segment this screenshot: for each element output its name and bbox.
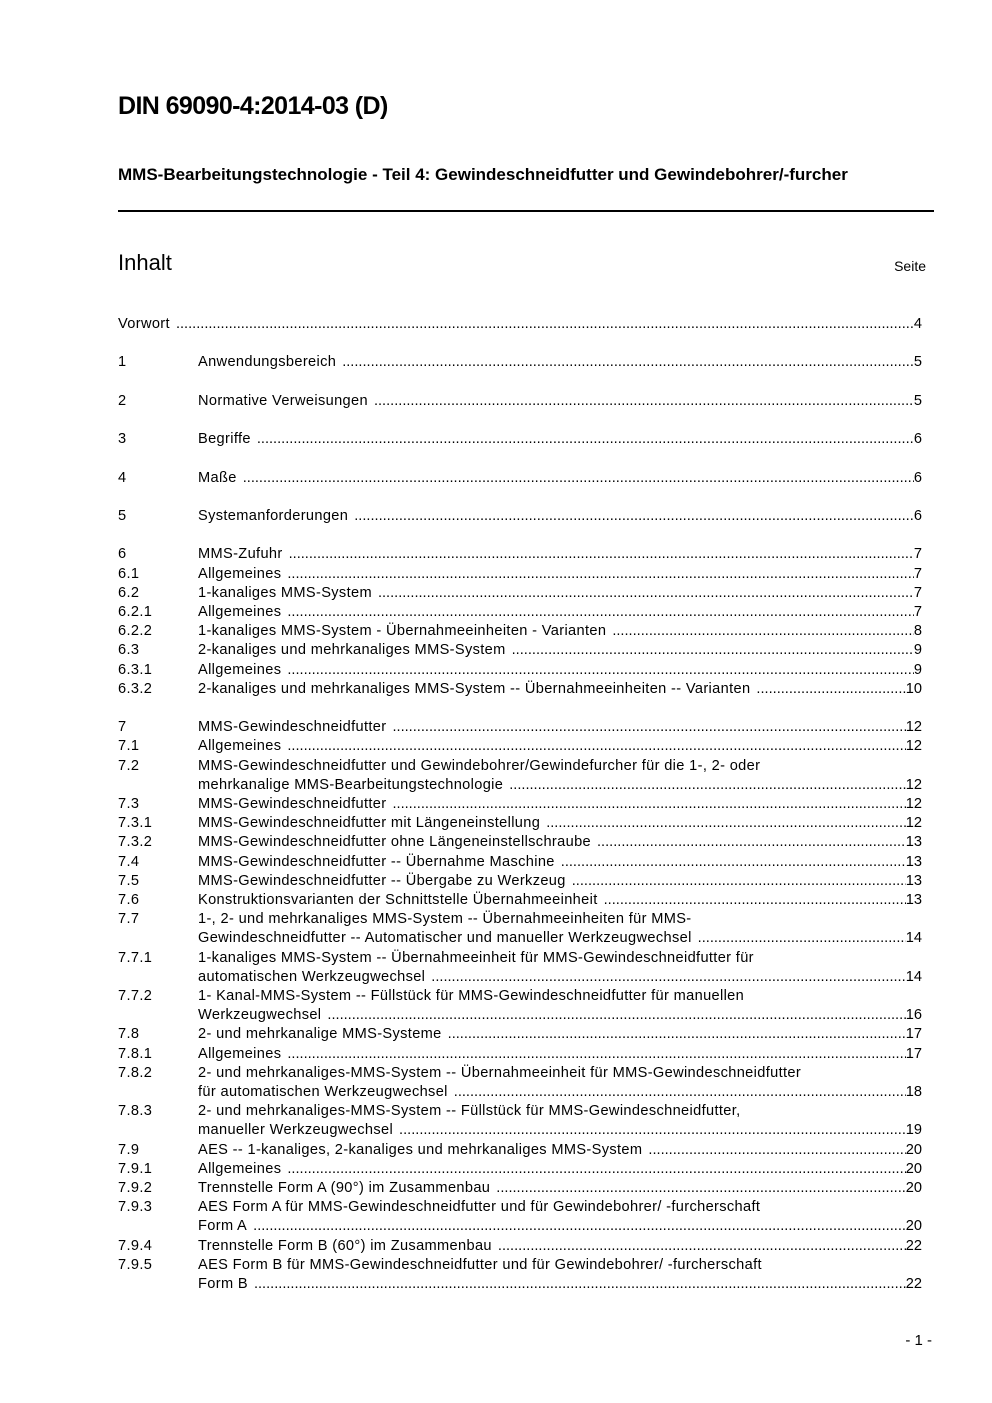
toc-entry[interactable] xyxy=(118,641,922,660)
toc-entry[interactable] xyxy=(118,1179,922,1198)
toc-dot-leader xyxy=(287,565,914,584)
toc-entry-number: 7.8.3 xyxy=(118,1103,153,1120)
toc-dot-leader xyxy=(257,430,914,449)
toc-entry-title: MMS-Gewindeschneidfutter ohne Längeneinstellschraube xyxy=(198,834,591,851)
toc-entry[interactable] xyxy=(118,814,922,833)
toc-entry-title: Anwendungsbereich xyxy=(198,354,337,371)
toc-entry-page: 20 xyxy=(905,1141,922,1158)
toc-entry-page: 7 xyxy=(913,603,922,620)
toc-entry[interactable] xyxy=(118,1198,922,1236)
toc-entry[interactable] xyxy=(118,1102,922,1140)
toc-dot-leader xyxy=(374,392,914,411)
toc-entry[interactable] xyxy=(118,718,922,737)
toc-entry-number: 7.3.2 xyxy=(118,834,153,851)
toc-entry-title-line: 1-, 2- und mehrkanaliges MMS-System -- Übernahmeeinheiten für MMS- xyxy=(198,911,692,928)
toc-entry-number: 7.9.5 xyxy=(118,1256,153,1273)
toc-entry-title: Allgemeines xyxy=(198,661,282,678)
toc-entry-title: 2-kanaliges und mehrkanaliges MMS-System -- Übernahmeeinheiten -- Varianten xyxy=(198,680,751,697)
toc-entry-number: 6.2 xyxy=(118,584,140,601)
toc-entry-title-line: 1- Kanal-MMS-System -- Füllstück für MMS-Gewindeschneidfutter für manuellen xyxy=(198,988,745,1004)
toc-dot-leader xyxy=(572,872,906,891)
toc-entry-number: 6.2.2 xyxy=(118,623,153,640)
toc-entry-page: 12 xyxy=(905,738,922,755)
toc-entry[interactable] xyxy=(118,507,922,526)
toc-entry-title: 1-kanaliges MMS-System xyxy=(198,584,372,601)
toc-entry[interactable] xyxy=(118,1141,922,1160)
toc-entry-page: 9 xyxy=(913,661,922,678)
toc-entry-page: 4 xyxy=(913,316,922,332)
toc-dot-leader xyxy=(698,929,906,948)
toc-entry-number: 7.9.1 xyxy=(118,1160,153,1177)
toc-entry-title: Maße xyxy=(198,469,237,486)
toc-dot-leader xyxy=(448,1025,906,1044)
toc-entry[interactable] xyxy=(118,565,922,584)
toc-entry-title: Normative Verweisungen xyxy=(198,392,368,409)
page-number: - 1 - xyxy=(905,1332,932,1349)
toc-page-column-label: Seite xyxy=(894,258,926,274)
toc-dot-leader xyxy=(392,795,905,814)
toc-entry-number: 4 xyxy=(118,469,127,486)
toc-entry[interactable] xyxy=(118,1237,922,1256)
toc-entry-number: 6.3 xyxy=(118,642,140,659)
toc-entry[interactable] xyxy=(118,1025,922,1044)
toc-entry-page: 13 xyxy=(905,853,922,870)
toc-entry-page: 13 xyxy=(905,891,922,908)
toc-dot-leader xyxy=(509,776,906,795)
toc-entry-number: 7.7.2 xyxy=(118,988,153,1004)
toc-dot-leader xyxy=(287,661,914,680)
toc-entry-page: 5 xyxy=(913,392,922,409)
document-title: DIN 69090-4:2014-03 (D) xyxy=(118,92,388,120)
toc-entry[interactable] xyxy=(118,661,922,680)
toc-entry-page: 6 xyxy=(913,431,922,448)
toc-entry-number: 7.8 xyxy=(118,1026,140,1043)
toc-entry-page: 14 xyxy=(905,968,922,985)
toc-entry-title: manueller Werkzeugwechsel xyxy=(198,1122,394,1139)
toc-entry-page: 7 xyxy=(913,546,922,563)
toc-entry-number: 7.7.1 xyxy=(118,949,153,966)
toc-entry-title-line: MMS-Gewindeschneidfutter und Gewindebohrer/Gewindefurcher für die 1-, 2- oder xyxy=(198,757,761,774)
toc-dot-leader xyxy=(327,1006,905,1025)
toc-entry-number: 2 xyxy=(118,392,127,409)
toc-entry[interactable] xyxy=(118,1064,922,1102)
toc-entry-page: 20 xyxy=(905,1180,922,1197)
toc-entry[interactable] xyxy=(118,853,922,872)
toc-entry[interactable] xyxy=(118,1160,922,1179)
toc-entry-title: MMS-Gewindeschneidfutter xyxy=(198,795,387,812)
toc-dot-leader xyxy=(756,680,905,699)
toc-entry-title: Systemanforderungen xyxy=(198,507,349,524)
toc-entry-title: Werkzeugwechsel xyxy=(198,1007,322,1024)
toc-entry-page: 16 xyxy=(905,1007,922,1024)
toc-dot-leader xyxy=(287,737,905,756)
toc-entry-page: 6 xyxy=(913,469,922,486)
toc-entry-title: automatischen Werkzeugwechsel xyxy=(198,968,426,985)
toc-dot-leader xyxy=(648,1141,905,1160)
toc-dot-leader xyxy=(496,1179,905,1198)
toc-entry-number: 7 xyxy=(118,719,127,736)
toc-entry-title: MMS-Zufuhr xyxy=(198,546,283,563)
toc-entry-number: 6 xyxy=(118,546,127,563)
toc-entry-number: 7.7 xyxy=(118,911,140,928)
toc-entry[interactable] xyxy=(118,833,922,852)
toc-entry[interactable] xyxy=(118,353,922,372)
toc-entry-number: 7.9.3 xyxy=(118,1199,153,1216)
toc-entry-page: 20 xyxy=(905,1160,922,1177)
toc-dot-leader xyxy=(289,545,914,564)
toc-entry[interactable] xyxy=(118,469,922,488)
toc-entry-title: für automatischen Werkzeugwechsel xyxy=(198,1084,448,1101)
toc-entry-number: 7.6 xyxy=(118,891,140,908)
toc-entry-number: 7.3 xyxy=(118,795,140,812)
toc-entry-title: MMS-Gewindeschneidfutter xyxy=(198,719,387,736)
toc-entry-title: Trennstelle Form A (90°) im Zusammenbau xyxy=(198,1180,491,1197)
toc-entry-page: 22 xyxy=(905,1237,922,1254)
toc-dot-leader xyxy=(399,1121,906,1140)
toc-entry-title: Form A xyxy=(198,1218,248,1235)
toc-entry-title: Trennstelle Form B (60°) im Zusammenbau xyxy=(198,1237,492,1254)
toc-entry-title-line: AES Form B für MMS-Gewindeschneidfutter und für Gewindebohrer/ -furcherschaft xyxy=(198,1256,762,1273)
toc-entry[interactable] xyxy=(118,949,922,987)
toc-entry[interactable] xyxy=(118,1045,922,1064)
toc-entry[interactable] xyxy=(118,584,922,603)
toc-dot-leader xyxy=(354,507,914,526)
toc-entry-page: 13 xyxy=(905,872,922,889)
toc-entry-page: 14 xyxy=(905,930,922,947)
toc-entry-number: 7.9 xyxy=(118,1141,140,1158)
toc-entry-title: Begriffe xyxy=(198,431,251,448)
toc-entry-page: 7 xyxy=(913,584,922,601)
toc-dot-leader xyxy=(546,814,906,833)
toc-entry-title-line: 2- und mehrkanaliges-MMS-System -- Übernahmeeinheit für MMS-Gewindeschneidfutter xyxy=(198,1064,802,1081)
toc-entry-number: 6.3.1 xyxy=(118,661,153,678)
toc-entry-page: 13 xyxy=(905,834,922,851)
toc-entry-title: Allgemeines xyxy=(198,603,282,620)
toc-dot-leader xyxy=(287,603,914,622)
toc-entry-number: 1 xyxy=(118,354,127,371)
toc-entry[interactable] xyxy=(118,1256,922,1294)
toc-dot-leader xyxy=(254,1275,906,1294)
toc-entry[interactable] xyxy=(118,315,922,334)
toc-entry-title: MMS-Gewindeschneidfutter mit Längeneinstellung xyxy=(198,815,541,832)
toc-dot-leader xyxy=(604,891,906,910)
toc-entry-page: 6 xyxy=(913,507,922,524)
toc-dot-leader xyxy=(431,968,905,987)
toc-dot-leader xyxy=(287,1045,905,1064)
toc-entry[interactable] xyxy=(118,392,922,411)
toc-entry-title-line: 1-kanaliges MMS-System -- Übernahmeeinheit für MMS-Gewindeschneidfutter für xyxy=(198,949,754,966)
toc-dot-leader xyxy=(597,833,906,852)
toc-dot-leader xyxy=(243,469,914,488)
toc-dot-leader xyxy=(561,853,906,872)
toc-entry-number: 7.4 xyxy=(118,853,140,870)
toc-entry-page: 12 xyxy=(905,815,922,832)
toc-entry[interactable] xyxy=(118,910,922,948)
toc-entry-page: 12 xyxy=(905,719,922,736)
toc-entry-page: 17 xyxy=(905,1026,922,1043)
toc-entry-page: 5 xyxy=(913,354,922,371)
toc-entry[interactable] xyxy=(118,737,922,756)
toc-entry-number: 6.3.2 xyxy=(118,680,153,697)
toc-entry-page: 9 xyxy=(913,642,922,659)
toc-entry-page: 10 xyxy=(905,680,922,697)
document-subtitle: MMS-Bearbeitungstechnologie - Teil 4: Gewindeschneidfutter und Gewindebohrer/-furcher xyxy=(118,165,848,184)
toc-dot-leader xyxy=(378,584,914,603)
toc-entry[interactable] xyxy=(118,680,922,699)
toc-entry-number: 5 xyxy=(118,507,127,524)
toc-entry-title: MMS-Gewindeschneidfutter -- Übernahme Maschine xyxy=(198,853,555,870)
toc-entry-number: 7.5 xyxy=(118,872,140,889)
toc-entry[interactable] xyxy=(118,545,922,564)
toc-entry[interactable] xyxy=(118,987,922,1025)
toc-entry-page: 12 xyxy=(905,795,922,812)
toc-entry-title: Allgemeines xyxy=(198,565,282,582)
toc-entry-page: 22 xyxy=(905,1276,922,1293)
toc-entry-page: 20 xyxy=(905,1218,922,1235)
toc-entry-title: AES -- 1-kanaliges, 2-kanaliges und mehrkanaliges MMS-System xyxy=(198,1141,643,1158)
toc-entry-number: 3 xyxy=(118,431,127,448)
toc-entry-number: 7.9.4 xyxy=(118,1237,153,1254)
toc-entry-page: 19 xyxy=(905,1122,922,1139)
toc-entry-title: MMS-Gewindeschneidfutter -- Übergabe zu Werkzeug xyxy=(198,872,566,889)
toc-entry-number: 6.2.1 xyxy=(118,603,153,620)
toc-entry-title: Allgemeines xyxy=(198,1045,282,1062)
toc-entry-page: 8 xyxy=(913,623,922,640)
toc-dot-leader xyxy=(454,1083,906,1102)
toc-heading: Inhalt xyxy=(118,250,172,275)
toc-dot-leader xyxy=(612,622,914,641)
toc-dot-leader xyxy=(176,315,914,334)
toc-entry[interactable] xyxy=(118,795,922,814)
toc-entry-title: Form B xyxy=(198,1276,248,1293)
toc-entry-number: 7.2 xyxy=(118,757,140,774)
toc-entry-title: Allgemeines xyxy=(198,738,282,755)
toc-entry-page: 18 xyxy=(905,1084,922,1101)
toc-entry-title: 2-kanaliges und mehrkanaliges MMS-System xyxy=(198,642,506,659)
toc-entry-title: 1-kanaliges MMS-System - Übernahmeeinheiten - Varianten xyxy=(198,623,607,640)
toc-entry-title-line: AES Form A für MMS-Gewindeschneidfutter und für Gewindebohrer/ -furcherschaft xyxy=(198,1199,761,1216)
toc-entry-number: 7.1 xyxy=(118,738,140,755)
toc-entry[interactable] xyxy=(118,891,922,910)
table-of-contents xyxy=(118,315,922,1294)
toc-entry-number: 6.1 xyxy=(118,565,140,582)
toc-entry[interactable] xyxy=(118,603,922,622)
title-divider xyxy=(118,210,934,212)
toc-entry-title: mehrkanalige MMS-Bearbeitungstechnologie xyxy=(198,776,504,793)
toc-entry[interactable] xyxy=(118,430,922,449)
toc-entry-page: 7 xyxy=(913,565,922,582)
toc-entry-number: 7.8.1 xyxy=(118,1045,153,1062)
toc-entry-title-line: 2- und mehrkanaliges-MMS-System -- Füllstück für MMS-Gewindeschneidfutter, xyxy=(198,1103,741,1120)
toc-dot-leader xyxy=(253,1217,906,1236)
toc-entry-number: Vorwort xyxy=(118,316,170,332)
toc-entry[interactable] xyxy=(118,757,922,795)
toc-entry-title: Konstruktionsvarianten der Schnittstelle Übernahmeeinheit xyxy=(198,891,598,908)
toc-entry-title: Gewindeschneidfutter -- Automatischer und manueller Werkzeugwechsel xyxy=(198,930,692,947)
toc-dot-leader xyxy=(392,718,905,737)
toc-dot-leader xyxy=(512,641,914,660)
toc-entry-page: 12 xyxy=(905,776,922,793)
toc-dot-leader xyxy=(342,353,914,372)
toc-entry-number: 7.8.2 xyxy=(118,1064,153,1081)
toc-entry[interactable] xyxy=(118,872,922,891)
toc-dot-leader xyxy=(287,1160,905,1179)
toc-entry-title: Allgemeines xyxy=(198,1160,282,1177)
toc-entry-title: 2- und mehrkanalige MMS-Systeme xyxy=(198,1026,442,1043)
toc-dot-leader xyxy=(498,1237,906,1256)
toc-entry-page: 17 xyxy=(905,1045,922,1062)
toc-entry-number: 7.9.2 xyxy=(118,1180,153,1197)
toc-entry[interactable] xyxy=(118,622,922,641)
toc-entry-number: 7.3.1 xyxy=(118,815,153,832)
